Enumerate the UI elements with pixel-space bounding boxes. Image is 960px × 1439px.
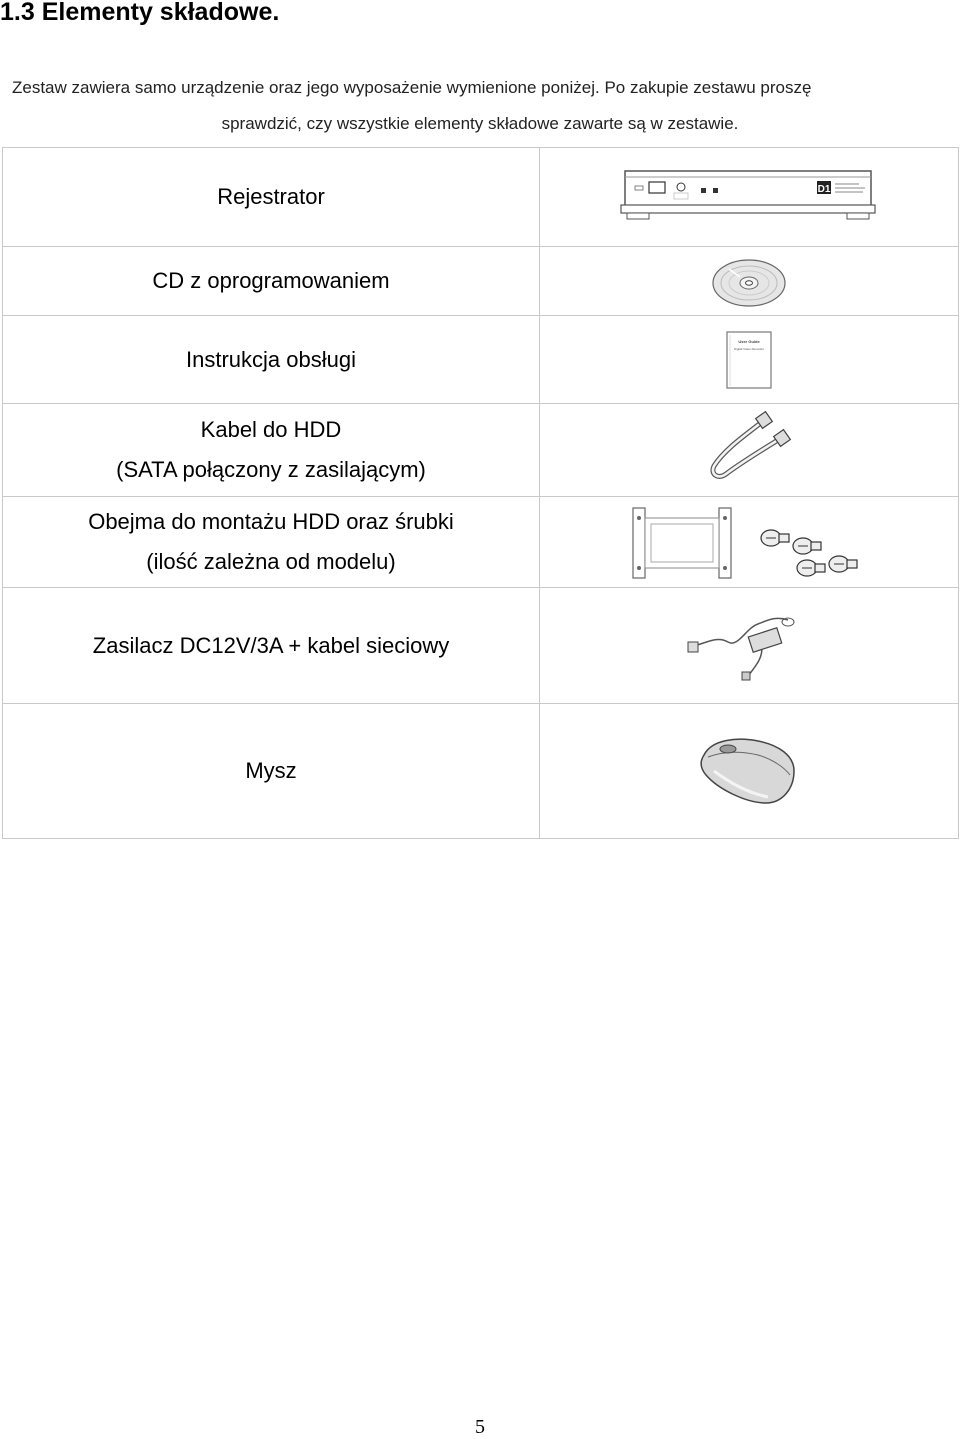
svg-text:User Guide: User Guide xyxy=(738,338,760,344)
intro-text-line-2: sprawdzić, czy wszystkie elementy składowe zawarte są w zestawie. xyxy=(221,114,739,133)
cd-disc-icon xyxy=(540,247,959,316)
svg-text:Digital Video Recorder: Digital Video Recorder xyxy=(734,346,764,351)
item-name-mouse: Mysz xyxy=(3,704,540,839)
components-table xyxy=(2,147,959,839)
page-number: 5 xyxy=(475,1416,485,1438)
hdd-bracket-screws-icon xyxy=(540,497,959,588)
table-row xyxy=(3,316,959,404)
table-row xyxy=(3,404,959,497)
item-name-hdd-bracket: Obejma do montażu HDD oraz śrubki (ilość zależna od modelu) xyxy=(3,497,540,588)
manual-booklet-icon xyxy=(540,316,959,404)
item-name-recorder: Rejestrator xyxy=(3,148,540,247)
dvr-recorder-icon xyxy=(540,148,959,247)
mouse-icon xyxy=(540,704,959,839)
table-row xyxy=(3,247,959,316)
table-row xyxy=(3,148,959,247)
table-row xyxy=(3,588,959,704)
sata-cable-icon xyxy=(540,404,959,497)
item-name-manual: Instrukcja obsługi xyxy=(3,316,540,404)
table-row xyxy=(3,497,959,588)
item-name-cd: CD z oprogramowaniem xyxy=(3,247,540,316)
section-heading: 1.3 Elementy składowe. xyxy=(0,0,280,26)
svg-text:D1: D1 xyxy=(817,184,831,195)
power-adapter-icon xyxy=(540,588,959,704)
item-name-power-adapter: Zasilacz DC12V/3A + kabel sieciowy xyxy=(3,588,540,704)
table-row xyxy=(3,704,959,839)
item-name-sata-cable: Kabel do HDD (SATA połączony z zasilającym) xyxy=(3,404,540,497)
intro-text-line-1: Zestaw zawiera samo urządzenie oraz jego wyposażenie wymienione poniżej. Po zakupie zestawu proszę xyxy=(12,78,812,97)
